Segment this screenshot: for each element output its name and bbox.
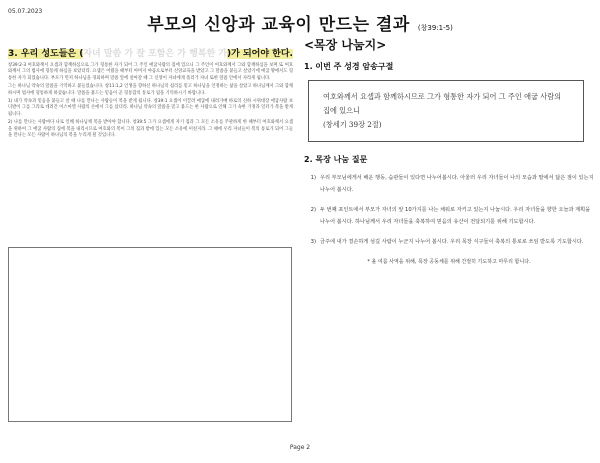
memory-verse-box — [308, 80, 584, 142]
date: 05.07.2023 — [8, 8, 43, 15]
question-number: 3) — [310, 239, 316, 245]
sermon-paragraph: 2) 나를 만나는 사람마다 나로 인해 하나님께 복을 받아야 합니다. 창39:5 그가 요셉에게 자기 집과 그 모든 소유를 주관하게 한 때부터 여호와께서 요셉을 위하여 그 애굽 사람의 집에 복을 내리시므로 여호와의 복이 그의 집과 밭에 있는 모든 소유에 미친지라. 그 때에 우리 자녀들이 복의 통로가 되어 그들을 만나는 모든 사람이 하나님의 복을 누리게 될 것입니다. — [8, 120, 293, 139]
question-text: 우리 부모님에게서 배운 행동, 습관들이 있다면 나누어봅시다. 아울러 우리 자녀들이 나의 모습과 말에서 닮은 점이 있는지 나누어 봅시다. — [320, 175, 594, 193]
memory-verse-reference: (창세기 39장 2절) — [323, 120, 382, 129]
notes-box — [8, 247, 292, 422]
sermon-section — [8, 46, 293, 141]
small-group-section — [304, 36, 594, 265]
verse-heading: 1. 이번 주 성경 암송구절 — [304, 62, 394, 71]
title-reference: (창39:1-5) — [417, 24, 453, 32]
section-heading-start: 3. 우리 성도들은 ( — [8, 49, 84, 59]
sermon-paragraph: 창39:2-3 여호와께서 요셉과 함께하심으로 그가 형통한 자가 되어 그 주인 애굽사람의 집에 있으니 그 주인이 여호와께서 그와 함께하심을 보며 또 여호와께서 그의 범사에 형통케 하심을 보았더라. 요셉은 어렸을 때부터 아버지 야곱으로부터 신앙교육을 받았고 그 말씀을 붙들고 살았기에 애굽 땅에서도 형통한 자가 되었습니다. 부모가 먼저 하나님을 경외하며 말씀 앞에 살아갈 때 그 신앙이 자녀에게 흘러가 자녀 또한 말씀 안에서 자라게 됩니다. — [8, 63, 293, 81]
section-heading-faint: 자녀 말씀 가 잘 포함은 가 행복한 가 — [83, 49, 228, 59]
question-item — [304, 173, 594, 196]
prayer-footnote: * 올 여름 사역을 위해, 목장 공동체를 위해 간절히 기도하고 마무리 합니다. — [367, 258, 531, 265]
section-heading-end: )가 되어야 한다. — [227, 49, 293, 59]
section-heading — [8, 46, 293, 59]
page-title — [0, 10, 600, 35]
question-item — [304, 237, 594, 249]
memory-verse-text: 여호와께서 요셉과 함께하시므로 그가 형통한 자가 되어 그 주인 애굽 사람의 집에 있으니 — [323, 92, 562, 115]
meeting-title: <목장 나눔지> — [304, 38, 387, 52]
question-item — [304, 205, 594, 228]
question-number: 2) — [310, 207, 316, 213]
sermon-paragraph: 그는 하나님 약속의 말씀을 기억하고 붙들었습니다. 창11:1,2 인생을 향하신 하나님의 섭리를 믿고 하나님을 인정하는 삶을 살았고 하나님께서 그와 함께하시며 범사에 형통하게 하셨습니다. 말씀을 붙드는 믿음이 곧 형통함의 통로가 됨을 기억하시기 바랍니다. — [8, 84, 293, 96]
questions-heading: 2. 목장 나눔 질문 — [304, 155, 368, 164]
title-text: 부모의 신앙과 교육이 만드는 결과 — [147, 15, 410, 35]
question-number: 1) — [310, 175, 316, 181]
page-number: Page 2 — [289, 444, 311, 451]
sermon-paragraph: 1) 내가 약속과 믿음을 붙들고 살 때 나를 만나는 사람들이 복을 받게 됩니다. 창39:1 요셉이 이끌려 애굽에 내려가매 바로의 신하 시위대장 애굽사람 보디발이 그를 그리로 데려간 이스마엘 사람의 손에서 그를 샀더라. 하나님 약속의 말씀을 믿고 붙드는 한 사람으로 인해 그가 속한 가정과 일터가 복을 받게 됩니다. — [8, 99, 293, 117]
question-text: 금주에 내가 결손하게 섬길 사람이 누군지 나누어 봅시다. 우리 목장 식구들이 축복의 통로로 쓰임 받도록 기도합시다. — [320, 239, 584, 245]
question-text: 두 번째 포인트에서 부모가 자녀의 앞 10가지를 나는 채워로 자키고 있는지 나눕시다. 우리 자녀들을 향한 오늘과 계획을 나누어 봅시다. 하나님께서 우리 자녀들을 축복하여 믿음의 유산이 전달되기를 위해 기도합시다. — [320, 207, 591, 225]
